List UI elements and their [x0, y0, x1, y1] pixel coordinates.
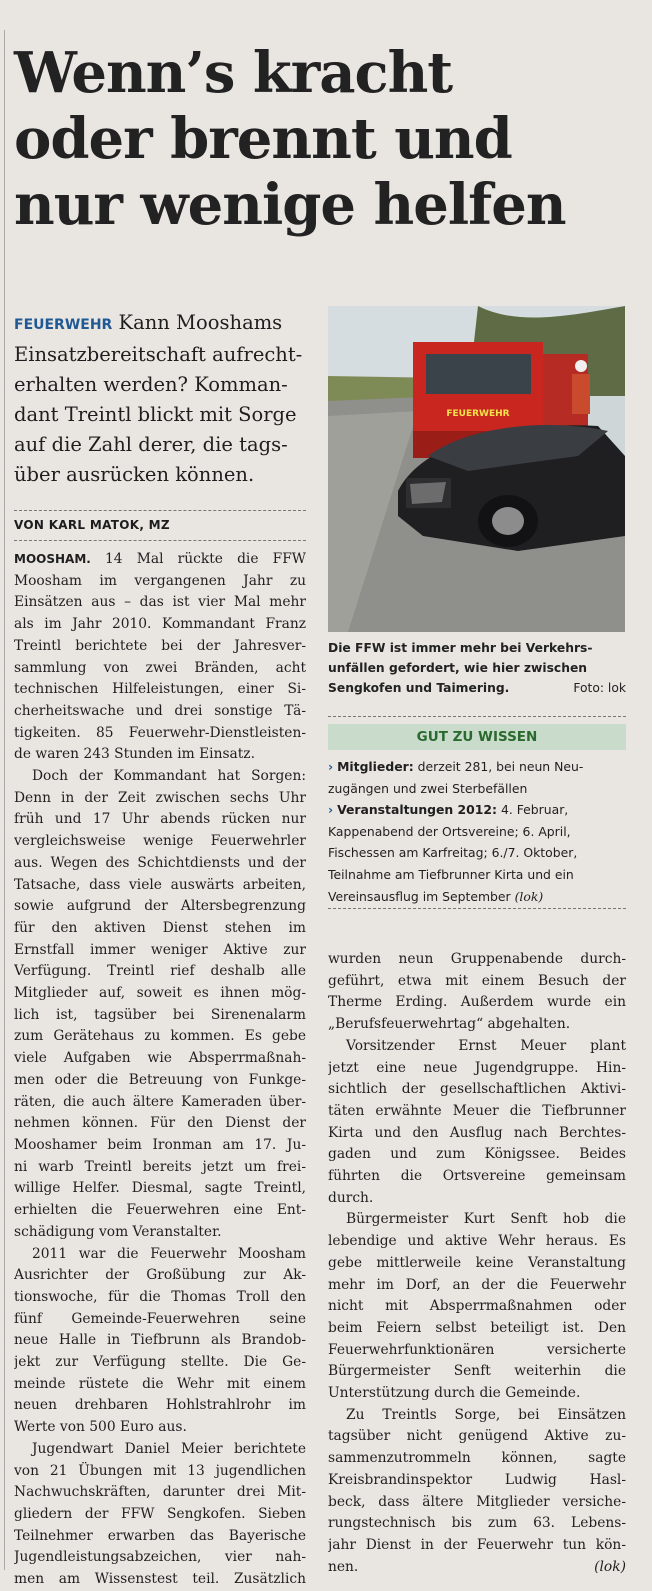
divider — [328, 908, 626, 909]
lead-paragraph — [14, 308, 314, 490]
column-rule — [4, 30, 5, 1570]
article-column-1 — [14, 549, 306, 1591]
chevron-right-icon: › — [328, 802, 334, 818]
lead-line: erhalten werden? Komman- — [14, 373, 288, 396]
paragraph: 2011 war die Feuerwehr Moosham Ausrichter der Großübung zur Ak- tionswoche, für die Thomas Troll den fünf Gemeinde-Feuerwehren seine neue Halle in Tiefbrunn als Brandob- jekt zur Verfügung stellte. Die Ge- meinde rüstete die Wehr mit einem neuen drehbaren Hohlstrahlrohr im Werte von 500 Euro aus. — [14, 1245, 306, 1436]
photo-caption: Die FFW ist immer mehr bei Verkehrs- unfällen gefordert, wie hier zwischen Sengkofen und Taimering. Foto: lok — [328, 638, 626, 698]
paragraph: wurden neun Gruppenabende durch- geführt, etwa mit einem Besuch der Therme Erding. Außerdem wurde ein „Berufsfeuerwehrtag“ abgehalten. — [328, 951, 626, 1033]
lead-line: über ausrücken können. — [14, 463, 255, 486]
paragraph: Doch der Kommandant hat Sorgen: Denn in der Zeit zwischen sechs Uhr früh und 17 Uhr abends rücken nur vergleichsweise wenige Feuerwehrler aus. Wegen des Schichtdiensts und der Tatsache, dass viele auswärts arbeiten, sowie aufgrund der Altersbegrenzung für den aktiven Dienst stehen im Ernstfall immer weniger Aktive zur Verfügung. Treintl rief deshalb alle Mitglieder auf, soweit es ihnen mög- lich ist, tagsüber bei Sirenenalarm zum Gerätehaus zu kommen. Es gebe viele Aufgaben wie Absperrmaßnah- men oder die Betreuung von Funkge- räten, die auch ältere Kameraden über- nehmen können. Für den Dienst der Mooshamer beim Ironman am 17. Ju- ni warb Treintl bereits jetzt um frei- willige Helfer. Diesmal, sagte Treintl, erhielten die Feuerwehren eine Ent- schädigung vom Veranstalter. — [14, 768, 306, 1240]
infobox: › Mitglieder: derzeit 281, bei neun Neu- zugängen und zwei Sterbefällen › Veranstaltungen 2012: 4. Februar, Kappenabend der Ortsvereine; 6. April, Fischessen am Karfreitag; 6./7. Oktober, Teilnahme am Tiefbrunner Kirta und ein Vereinsausflug im September (lok) — [328, 759, 584, 904]
rubric-label: FEUERWEHR — [14, 317, 113, 333]
paragraph: Bürgermeister Kurt Senft hob die lebendige und aktive Wehr heraus. Es gebe mittlerweile keine Veranstaltung mehr im Dorf, an der die Feuerwehr nicht mit Absperrmaßnahmen oder beim Feiern selbst beteiligt ist. Den Feuerwehrfunktionären versicherte Bürgermeister Senft weiterhin die Unterstützung durch die Gemeinde. — [328, 1211, 626, 1402]
paragraph: Jugendwart Daniel Meier berichtete von 21 Übungen mit 13 jugendlichen Nachwuchskräften, darunter drei Mit- gliedern der FFW Sengkofen. Sieben Teilnehmer erwarben das Bayerische Jugendleistungsabzeichen, vier nah- men am Wissenstest teil. Zusätzlich — [14, 1440, 306, 1588]
lead-line: auf die Zahl derer, die tags- — [14, 433, 288, 456]
lead-line: Kann Mooshams — [118, 311, 283, 334]
photo-credit: Foto: lok — [573, 681, 626, 695]
dateline: MOOSHAM. — [14, 552, 91, 566]
divider — [14, 510, 306, 511]
headline-line: oder brennt und — [14, 106, 512, 172]
paragraph: Zu Treintls Sorge, bei Einsätzen tagsüber nicht genügend Aktive zu- sammenzutrommeln können, sagte Kreisbrandinspektor Ludwig Hasl- beck, dass ältere Mitglieder versiche- rungstechnisch bis zum 63. Lebens- jahr Dienst in der Feuerwehr tun kön- nen. (lok) — [328, 1405, 626, 1579]
infobox-title: GUT ZU WISSEN — [328, 724, 626, 750]
truck-label: FEUERWEHR — [446, 409, 510, 419]
headline-line: nur wenige helfen — [14, 172, 566, 238]
lead-line: Einsatzbereitschaft aufrecht- — [14, 343, 303, 366]
chevron-right-icon: › — [328, 759, 334, 774]
author-signature: (lok) — [594, 1558, 626, 1575]
paragraph: Vorsitzender Ernst Meuer plant jetzt eine neue Jugendgruppe. Hin- sichtlich der gesellschaftlichen Aktivi- täten erwähnte Meuer die Tiefbrunner Kirta und den Ausflug nach Berchtes- gaden und zum Königssee. Beides führten die Ortsvereine gemeinsam durch. — [328, 1037, 626, 1206]
headline-line: Wenn’s kracht — [14, 40, 453, 106]
accident-photo — [328, 306, 625, 632]
divider — [328, 716, 626, 717]
headline — [14, 40, 644, 238]
lead-line: dant Treintl blickt mit Sorge — [14, 403, 297, 426]
author-signature: (lok) — [514, 888, 544, 904]
article-column-2 — [328, 949, 626, 1578]
divider — [14, 540, 306, 541]
paragraph: MOOSHAM. 14 Mal rückte die FFW Moosham im vergangenen Jahr zu Einsätzen aus – das ist vier Mal mehr als im Jahr 2010. Kommandant Franz Treintl berichtete bei der Jahresver- sammlung von zwei Bränden, acht technischen Hilfeleistungen, einer Si- cherheitswache und drei sonstige Tä- tigkeiten. 85 Feuerwehr-Dienstleisten- de waren 243 Stunden im Einsatz. — [14, 551, 306, 763]
fire-truck-crash-image — [328, 306, 625, 632]
byline: VON KARL MATOK, MZ — [14, 518, 170, 532]
